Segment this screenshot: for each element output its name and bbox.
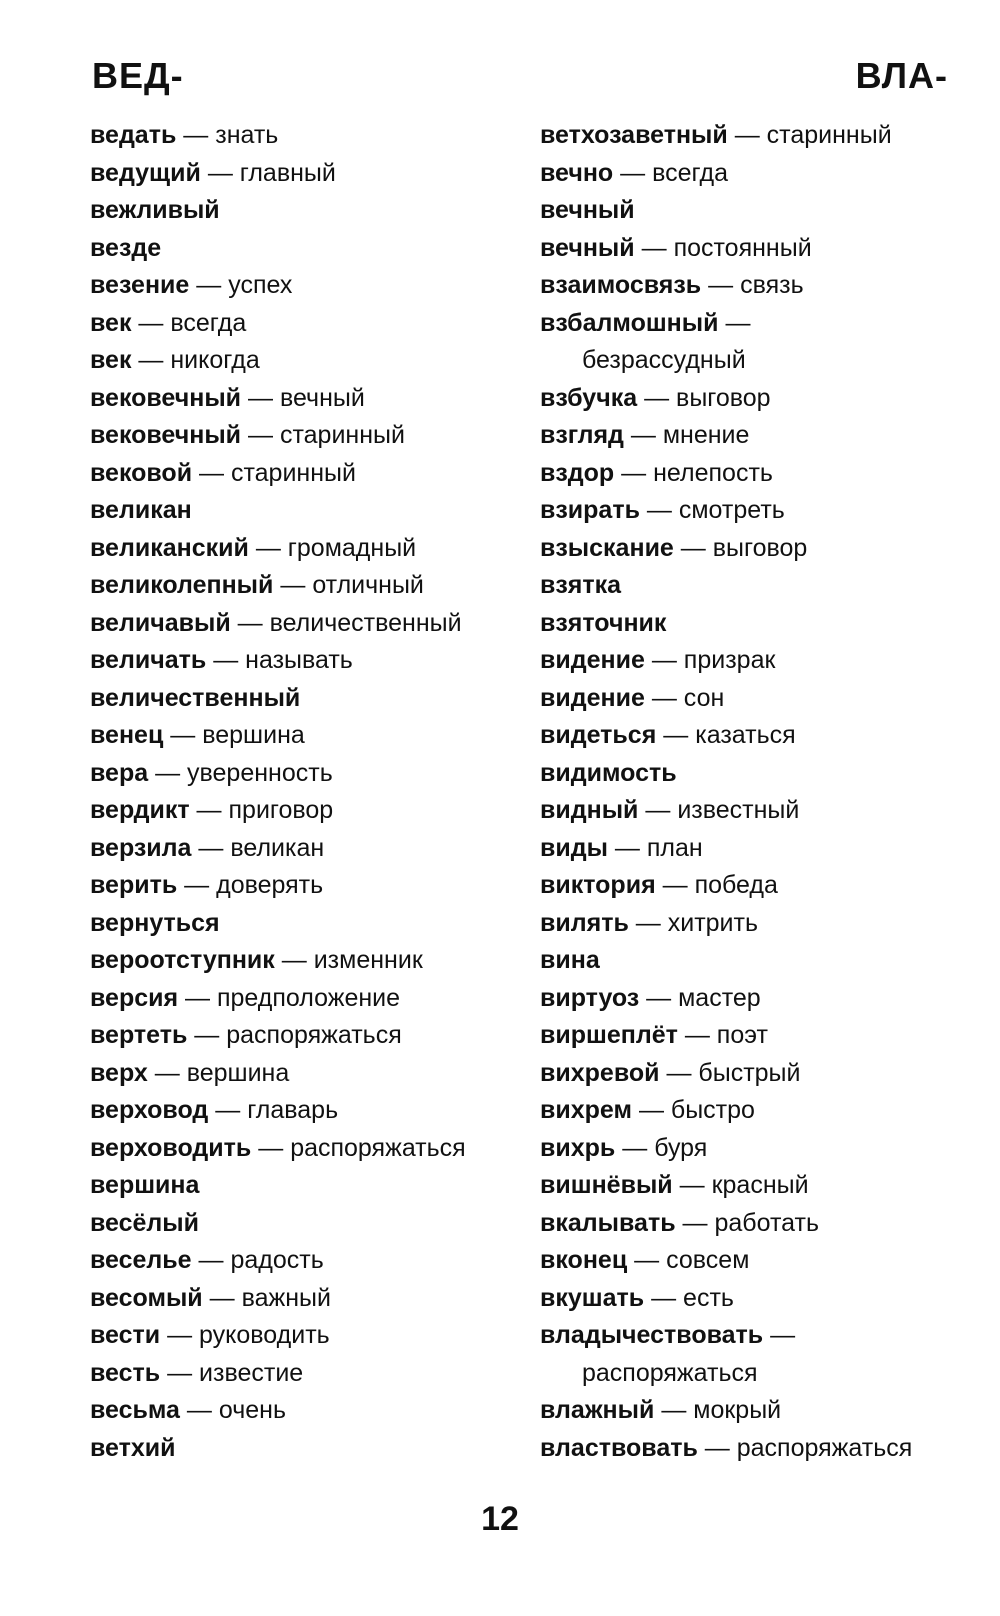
- dictionary-entry: [90, 1242, 510, 1280]
- headword: весомый: [90, 1283, 203, 1312]
- headword: величать: [90, 646, 207, 674]
- em-dash: —: [663, 721, 689, 749]
- headword: вера: [90, 758, 149, 787]
- em-dash: —: [198, 833, 224, 862]
- dictionary-entry: [90, 1017, 510, 1055]
- em-dash: —: [620, 158, 646, 187]
- synonym: великан: [230, 833, 325, 862]
- em-dash: —: [138, 346, 164, 374]
- synonym: нелепость: [653, 458, 773, 487]
- synonym: мнение: [662, 421, 750, 449]
- synonym: приговор: [228, 796, 334, 824]
- synonym: доверять: [216, 871, 324, 899]
- synonym: работать: [714, 1208, 819, 1237]
- headword: владычествовать: [540, 1321, 764, 1349]
- em-dash: —: [651, 683, 677, 712]
- em-dash: —: [280, 571, 306, 599]
- em-dash: —: [196, 271, 222, 299]
- dictionary-entry: [90, 267, 510, 305]
- em-dash: —: [213, 646, 239, 674]
- synonym: победа: [694, 871, 778, 899]
- em-dash: —: [651, 646, 677, 674]
- synonym: мокрый: [693, 1396, 782, 1424]
- headword: вкушать: [540, 1283, 645, 1312]
- em-dash: —: [207, 158, 233, 187]
- dictionary-entry: [90, 605, 510, 643]
- dictionary-entry: [90, 1355, 510, 1393]
- headword: вечный: [540, 233, 635, 262]
- synonym: выговор: [676, 383, 771, 412]
- dictionary-entry: [90, 567, 510, 605]
- headword: видный: [540, 796, 639, 824]
- synonym: радость: [230, 1246, 324, 1274]
- em-dash: —: [662, 871, 688, 899]
- dictionary-entry: [540, 1205, 960, 1243]
- em-dash: —: [194, 1021, 220, 1049]
- headword: вертеть: [90, 1021, 188, 1049]
- synonym: очень: [218, 1396, 286, 1424]
- synonym: никогда: [170, 346, 260, 374]
- synonym: всегда: [652, 158, 729, 187]
- guide-word-right: ВЛА-: [855, 55, 948, 96]
- em-dash: —: [255, 533, 281, 562]
- dictionary-entry: [90, 942, 510, 980]
- dictionary-entry: [90, 380, 510, 418]
- headword: верховод: [90, 1096, 209, 1124]
- headword: вежливый: [90, 196, 220, 224]
- em-dash: —: [138, 308, 164, 337]
- headword: вековечный: [90, 421, 242, 449]
- headword: вернуться: [90, 908, 220, 937]
- em-dash: —: [661, 1396, 687, 1424]
- em-dash: —: [167, 1358, 193, 1387]
- headword: вести: [90, 1321, 161, 1349]
- dictionary-entry: [540, 1167, 960, 1205]
- dictionary-entry: [540, 1280, 960, 1318]
- dictionary-entry: [540, 642, 960, 680]
- synonym: буря: [654, 1133, 708, 1162]
- em-dash: —: [196, 796, 222, 824]
- em-dash: —: [684, 1021, 710, 1049]
- dictionary-entry: [90, 155, 510, 193]
- dictionary-entry: [90, 1205, 510, 1243]
- em-dash: —: [248, 421, 274, 449]
- headword: верховодить: [90, 1133, 252, 1162]
- dictionary-entry: [540, 942, 960, 980]
- em-dash: —: [708, 271, 734, 299]
- headword: властвовать: [540, 1433, 698, 1462]
- headword: версия: [90, 983, 179, 1012]
- dictionary-entry: [90, 642, 510, 680]
- dictionary-entry: [90, 1430, 510, 1468]
- dictionary-entry: [90, 492, 510, 530]
- synonym: известие: [199, 1358, 304, 1387]
- headword: взбалмошный: [540, 308, 719, 337]
- headword: взгляд: [540, 421, 624, 449]
- em-dash: —: [666, 1058, 692, 1087]
- synonym: изменник: [313, 946, 423, 974]
- synonym: знать: [215, 121, 279, 149]
- dictionary-entry: [90, 1317, 510, 1355]
- headword: верить: [90, 871, 178, 899]
- dictionary-entry: [540, 1017, 960, 1055]
- em-dash: —: [679, 1171, 705, 1199]
- dictionary-entry: [540, 1242, 960, 1280]
- synonym: успех: [228, 271, 293, 299]
- headword: вкалывать: [540, 1208, 676, 1237]
- dictionary-entry: [540, 192, 960, 230]
- dictionary-entry: [540, 1317, 960, 1392]
- dictionary-entry: [540, 492, 960, 530]
- em-dash: —: [248, 383, 274, 412]
- headword: взбучка: [540, 383, 638, 412]
- synonym: вершина: [202, 721, 305, 749]
- dictionary-entry: [90, 1280, 510, 1318]
- synonym: старинный: [279, 421, 405, 449]
- dictionary-entry: [540, 680, 960, 718]
- synonym: старинный: [230, 458, 356, 487]
- dictionary-entry: [540, 230, 960, 268]
- headword: виршеплёт: [540, 1021, 678, 1049]
- em-dash: —: [630, 421, 656, 449]
- synonym: величественный: [269, 608, 462, 637]
- synonym: хитрить: [667, 908, 758, 937]
- headword: вечный: [540, 196, 635, 224]
- em-dash: —: [237, 608, 263, 637]
- headword: ветхозаветный: [540, 121, 728, 149]
- headword: взаимосвязь: [540, 271, 702, 299]
- dictionary-entry: [90, 530, 510, 568]
- dictionary-entry: [540, 267, 960, 305]
- headword: вершина: [90, 1171, 200, 1199]
- em-dash: —: [183, 121, 209, 149]
- synonym: важный: [241, 1283, 331, 1312]
- synonym: уверенность: [187, 758, 333, 787]
- headword: взятка: [540, 571, 622, 599]
- dictionary-entry: [90, 1055, 510, 1093]
- synonym: громадный: [287, 533, 417, 562]
- dictionary-entry: [540, 1055, 960, 1093]
- headword: вихрь: [540, 1133, 616, 1162]
- headword: весть: [90, 1358, 161, 1387]
- headword: век: [90, 308, 132, 337]
- headword: влажный: [540, 1396, 655, 1424]
- dictionary-entry: [540, 755, 960, 793]
- em-dash: —: [154, 1058, 180, 1087]
- em-dash: —: [184, 871, 210, 899]
- synonym: связь: [740, 271, 804, 299]
- dictionary-entry: [540, 305, 960, 380]
- dictionary-entry: [540, 830, 960, 868]
- synonym: главарь: [247, 1096, 339, 1124]
- dictionary-entry: [90, 1092, 510, 1130]
- headword: взыскание: [540, 533, 674, 562]
- synonym: безрассудный: [582, 346, 746, 374]
- dictionary-entry: [90, 867, 510, 905]
- synonym: распоряжаться: [736, 1433, 913, 1462]
- dictionary-entry: [540, 867, 960, 905]
- synonym: казаться: [695, 721, 796, 749]
- dictionary-entry: [540, 1130, 960, 1168]
- headword: великанский: [90, 533, 249, 562]
- dictionary-entry: [540, 792, 960, 830]
- em-dash: —: [770, 1321, 796, 1349]
- synonym: быстрый: [698, 1058, 801, 1087]
- headword: везение: [90, 271, 190, 299]
- headword: вишнёвый: [540, 1171, 673, 1199]
- headword: вековой: [90, 458, 193, 487]
- synonym: старинный: [766, 121, 892, 149]
- dictionary-entry: [540, 455, 960, 493]
- em-dash: —: [614, 833, 640, 862]
- synonym: план: [646, 833, 703, 862]
- headword: видеться: [540, 721, 657, 749]
- em-dash: —: [622, 1133, 648, 1162]
- dictionary-entry: [540, 117, 960, 155]
- headword: ветхий: [90, 1433, 176, 1462]
- em-dash: —: [167, 1321, 193, 1349]
- headword: видимость: [540, 758, 677, 787]
- synonym: главный: [239, 158, 336, 187]
- dictionary-entry: [90, 1130, 510, 1168]
- em-dash: —: [170, 721, 196, 749]
- headword: вконец: [540, 1246, 628, 1274]
- headword: видение: [540, 646, 645, 674]
- dictionary-entry: [90, 417, 510, 455]
- dictionary-entry: [540, 567, 960, 605]
- headword: верх: [90, 1058, 148, 1087]
- headword: веселье: [90, 1246, 192, 1274]
- em-dash: —: [198, 1246, 224, 1274]
- headword: верзила: [90, 833, 192, 862]
- em-dash: —: [199, 458, 225, 487]
- em-dash: —: [155, 758, 181, 787]
- em-dash: —: [645, 796, 671, 824]
- dictionary-entry: [90, 905, 510, 943]
- em-dash: —: [651, 1283, 677, 1312]
- synonym: постоянный: [673, 233, 812, 262]
- headword: ведать: [90, 121, 177, 149]
- dictionary-entry: [90, 717, 510, 755]
- dictionary-entry: [540, 717, 960, 755]
- em-dash: —: [646, 983, 672, 1012]
- dictionary-entry: [90, 830, 510, 868]
- headword: вероотступник: [90, 946, 275, 974]
- synonym: поэт: [716, 1021, 768, 1049]
- dictionary-entry: [540, 1092, 960, 1130]
- headword: весьма: [90, 1396, 180, 1424]
- headword: величавый: [90, 608, 231, 637]
- em-dash: —: [281, 946, 307, 974]
- headword: виды: [540, 833, 608, 862]
- synonym: называть: [245, 646, 353, 674]
- synonym: распоряжаться: [290, 1133, 466, 1162]
- em-dash: —: [209, 1283, 235, 1312]
- dictionary-entry: [90, 455, 510, 493]
- dictionary-entry: [90, 680, 510, 718]
- dictionary-entry: [90, 305, 510, 343]
- headword: венец: [90, 721, 164, 749]
- left-column: [90, 117, 510, 1467]
- dictionary-entry: [540, 605, 960, 643]
- synonym: мастер: [678, 983, 761, 1012]
- dictionary-entry: [540, 380, 960, 418]
- synonym: выговор: [712, 533, 808, 562]
- em-dash: —: [682, 1208, 708, 1237]
- headword: везде: [90, 233, 162, 262]
- em-dash: —: [186, 1396, 212, 1424]
- dictionary-entry: [90, 792, 510, 830]
- synonym: совсем: [666, 1246, 750, 1274]
- headword: вихревой: [540, 1058, 660, 1087]
- synonym: сон: [683, 683, 725, 712]
- dictionary-entry: [540, 905, 960, 943]
- dictionary-entry: [540, 1392, 960, 1430]
- synonym: руководить: [199, 1321, 330, 1349]
- em-dash: —: [734, 121, 760, 149]
- dictionary-entry: [90, 192, 510, 230]
- dictionary-entry: [90, 1392, 510, 1430]
- headword: ведущий: [90, 158, 201, 187]
- dictionary-entry: [90, 1167, 510, 1205]
- em-dash: —: [185, 983, 211, 1012]
- em-dash: —: [644, 383, 670, 412]
- em-dash: —: [635, 908, 661, 937]
- em-dash: —: [704, 1433, 730, 1462]
- dictionary-entry: [540, 417, 960, 455]
- synonym: есть: [683, 1283, 734, 1312]
- em-dash: —: [638, 1096, 664, 1124]
- em-dash: —: [725, 308, 751, 337]
- headword: виктория: [540, 871, 656, 899]
- headword: весёлый: [90, 1208, 200, 1237]
- synonym: вершина: [186, 1058, 290, 1087]
- synonym: известный: [677, 796, 800, 824]
- synonym: отличный: [312, 571, 424, 599]
- headword: век: [90, 346, 132, 374]
- headword: вековечный: [90, 383, 242, 412]
- dictionary-entry: [540, 1430, 960, 1468]
- em-dash: —: [258, 1133, 284, 1162]
- headword: вихрем: [540, 1096, 632, 1124]
- dictionary-entry: [90, 980, 510, 1018]
- em-dash: —: [634, 1246, 660, 1274]
- right-column: [540, 117, 960, 1467]
- em-dash: —: [621, 458, 647, 487]
- synonym: всегда: [170, 308, 247, 337]
- em-dash: —: [680, 533, 706, 562]
- headword: вердикт: [90, 796, 190, 824]
- headword: великан: [90, 496, 192, 524]
- headword: великолепный: [90, 571, 274, 599]
- synonym: красный: [711, 1171, 809, 1199]
- dictionary-entry: [540, 530, 960, 568]
- synonym: быстро: [670, 1096, 755, 1124]
- em-dash: —: [646, 496, 672, 524]
- dictionary-entry: [90, 117, 510, 155]
- dictionary-entry: [90, 342, 510, 380]
- guide-word-left: ВЕД-: [92, 55, 184, 96]
- headword: взяточник: [540, 608, 667, 637]
- synonym: призрак: [683, 646, 776, 674]
- em-dash: —: [215, 1096, 241, 1124]
- page-number: 12: [481, 1500, 519, 1538]
- headword: вина: [540, 946, 600, 974]
- synonym: распоряжаться: [226, 1021, 402, 1049]
- headword: вечно: [540, 158, 614, 187]
- dictionary-entry: [90, 755, 510, 793]
- dictionary-entry: [90, 230, 510, 268]
- synonym: смотреть: [678, 496, 785, 524]
- headword: вздор: [540, 458, 615, 487]
- headword: видение: [540, 683, 645, 712]
- dictionary-entry: [540, 980, 960, 1018]
- em-dash: —: [641, 233, 667, 262]
- headword: вилять: [540, 908, 629, 937]
- headword: взирать: [540, 496, 640, 524]
- synonym: вечный: [279, 383, 365, 412]
- synonym: предположение: [216, 983, 401, 1012]
- dictionary-entry: [540, 155, 960, 193]
- headword: величественный: [90, 683, 301, 712]
- synonym: распоряжаться: [582, 1358, 758, 1387]
- headword: виртуоз: [540, 983, 640, 1012]
